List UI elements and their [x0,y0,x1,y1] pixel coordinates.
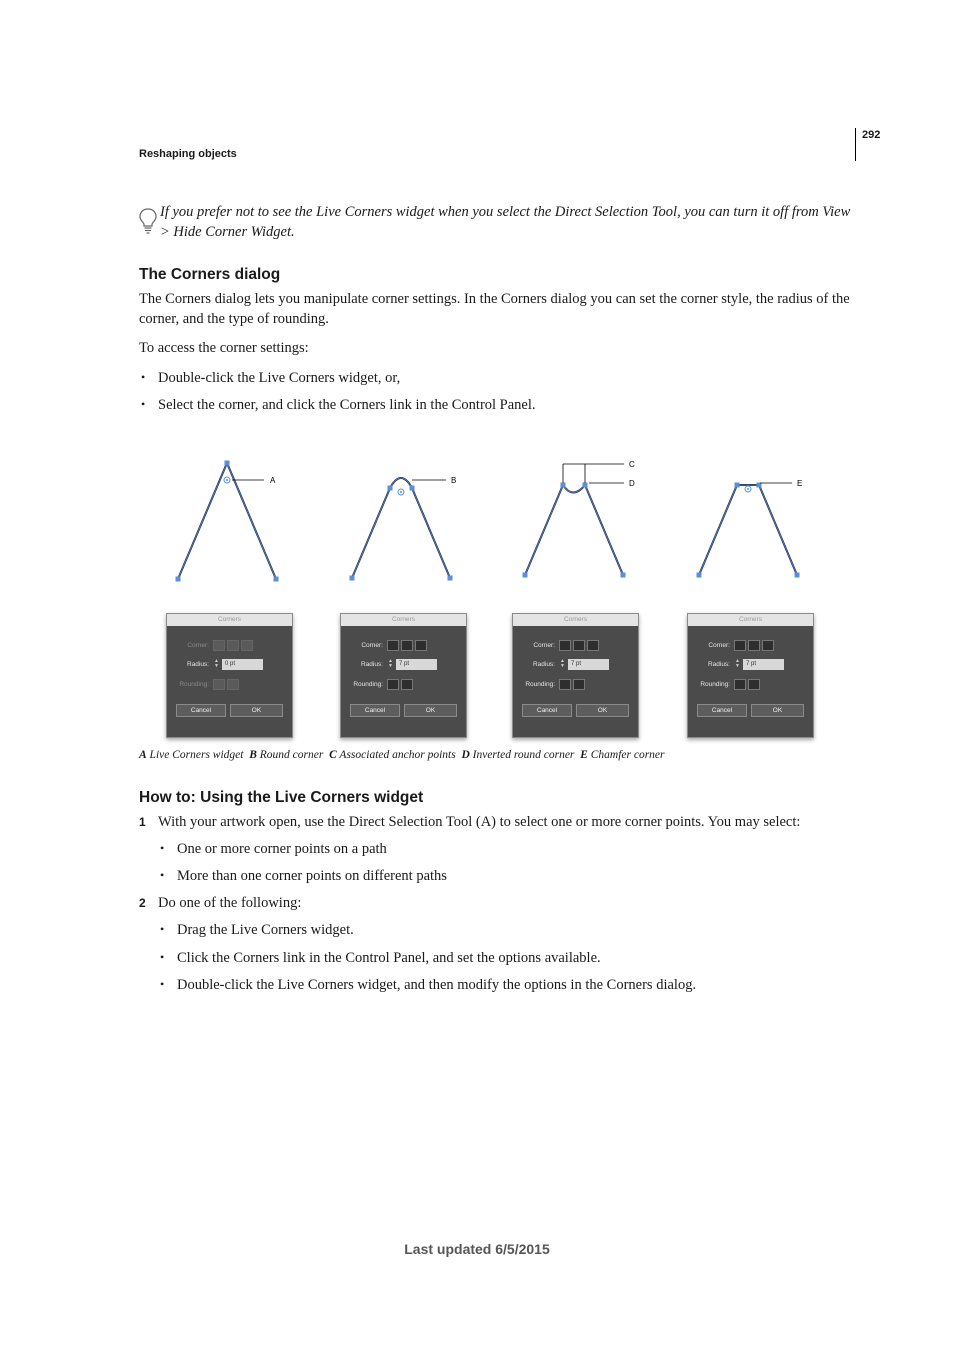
running-head: Reshaping objects [139,148,237,160]
caption-letter: A [139,749,147,761]
callout-label: E [797,479,803,488]
ok-button[interactable]: OK [751,704,804,717]
cancel-button[interactable]: Cancel [522,704,572,717]
callout-label: B [451,476,457,485]
corner-style-inverted-button[interactable] [748,640,760,651]
dialog-title: Corners [688,614,813,626]
caption-text: Live Corners widget [149,749,244,761]
ok-button[interactable]: OK [576,704,629,717]
caption-text: Associated anchor points [339,749,456,761]
corner-label: Corner: [708,642,730,649]
radius-label: Radius: [360,661,383,668]
rounding-label: Rounding: [353,681,383,688]
radius-field[interactable]: 7 pt [396,659,437,670]
bullet-marker: • [141,397,146,411]
ok-button[interactable]: OK [230,704,283,717]
list-item: One or more corner points on a path [177,841,387,857]
rounding-relative-button[interactable] [387,679,399,690]
rounding-relative-button[interactable] [734,679,746,690]
bullet-marker: • [160,841,165,855]
corner-style-chamfer-button[interactable] [241,640,253,651]
radius-field[interactable]: 7 pt [568,659,609,670]
dialog-title: Corners [341,614,466,626]
section-heading-live-corners: How to: Using the Live Corners widget [139,789,424,806]
corners-dialog-inverted [512,613,639,738]
radius-field[interactable]: 7 pt [743,659,784,670]
bullet-marker: • [141,370,146,384]
lightbulb-icon [138,207,158,240]
access-intro: To access the corner settings: [139,340,309,356]
anchor-point [583,483,588,488]
page-number: 292 [862,129,881,141]
rounding-absolute-button[interactable] [401,679,413,690]
anchor-point [523,573,528,578]
cancel-button[interactable]: Cancel [176,704,226,717]
rounding-label: Rounding: [179,681,209,688]
list-item: Select the corner, and click the Corners link in the Control Panel. [158,397,536,413]
anchor-point [621,573,626,578]
path-chamfer-corner [699,485,797,575]
radius-stepper[interactable]: ▲ ▼ [214,658,219,669]
corner-label: Corner: [187,642,209,649]
section-paragraph: The Corners dialog lets you manipulate corner settings. In the Corners dialog you can set the corner style, the radius of the corner, and the type of rounding. [139,291,850,327]
list-item: Drag the Live Corners widget. [177,922,354,938]
figure-caption [139,749,665,761]
corner-style-inverted-button[interactable] [573,640,585,651]
corner-style-round-button[interactable] [559,640,571,651]
caption-letter: C [329,749,337,761]
ok-button[interactable]: OK [404,704,457,717]
anchor-point [225,461,230,466]
radius-label: Radius: [186,661,209,668]
corner-style-round-button[interactable] [734,640,746,651]
corners-dialog-round [340,613,467,738]
corner-style-chamfer-button[interactable] [587,640,599,651]
corner-paths-figure [0,450,954,590]
corners-dialog-chamfer [687,613,814,738]
anchor-point [735,483,740,488]
step-number: 1 [139,815,146,829]
radius-stepper[interactable]: ▲ ▼ [560,658,565,669]
step-text: With your artwork open, use the Direct Selection Tool (A) to select one or more corner points. You may select: [158,814,801,830]
corner-style-round-button[interactable] [213,640,225,651]
rounding-absolute-button[interactable] [227,679,239,690]
bullet-marker: • [160,868,165,882]
radius-field[interactable]: 0 pt [222,659,263,670]
tip-text: If you prefer not to see the Live Corners widget when you select the Direct Selection Tool, you can turn it off from View > Hide Corner Widget. [160,204,851,240]
cancel-button[interactable]: Cancel [350,704,400,717]
list-item: More than one corner points on different paths [177,868,447,884]
corner-label: Corner: [533,642,555,649]
corner-style-inverted-button[interactable] [227,640,239,651]
callout-label: C [629,460,635,469]
rounding-relative-button[interactable] [559,679,571,690]
list-item: Double-click the Live Corners widget, and then modify the options in the Corners dialog. [177,977,697,993]
rounding-relative-button[interactable] [213,679,225,690]
caption-letter: B [249,749,257,761]
anchor-point [697,573,702,578]
anchor-point [388,486,393,491]
corner-style-chamfer-button[interactable] [762,640,774,651]
caption-text: Inverted round corner [472,749,575,761]
corners-dialog-sharp [166,613,293,738]
rounding-label: Rounding: [525,681,555,688]
anchor-point [795,573,800,578]
anchor-point [410,486,415,491]
corner-style-chamfer-button[interactable] [415,640,427,651]
caption-text: Chamfer corner [590,749,665,761]
radius-label: Radius: [532,661,555,668]
list-item: Double-click the Live Corners widget, or, [158,370,401,386]
header-rule [855,128,856,161]
corner-label: Corner: [361,642,383,649]
caption-text: Round corner [259,749,324,761]
bullet-marker: • [160,922,165,936]
rounding-absolute-button[interactable] [748,679,760,690]
radius-stepper[interactable]: ▲ ▼ [388,658,393,669]
bullet-marker: • [160,950,165,964]
dialog-title: Corners [167,614,292,626]
corner-style-inverted-button[interactable] [401,640,413,651]
caption-letter: E [580,749,588,761]
anchor-point [561,483,566,488]
list-item: Click the Corners link in the Control Panel, and set the options available. [177,950,601,966]
step-number: 2 [139,896,146,910]
step-text: Do one of the following: [158,895,302,911]
callout-label: A [270,476,276,485]
cancel-button[interactable]: Cancel [697,704,747,717]
rounding-absolute-button[interactable] [573,679,585,690]
radius-stepper[interactable]: ▲ ▼ [735,658,740,669]
corner-style-round-button[interactable] [387,640,399,651]
bullet-marker: • [160,977,165,991]
anchor-point [274,577,279,582]
radius-label: Radius: [707,661,730,668]
caption-letter: D [461,749,470,761]
anchor-point [350,576,355,581]
dialog-title: Corners [513,614,638,626]
section-heading-corners-dialog: The Corners dialog [139,266,281,283]
path-inverted-round-corner [525,485,623,575]
rounding-label: Rounding: [700,681,730,688]
last-updated: Last updated 6/5/2015 [404,1241,550,1257]
anchor-point [448,576,453,581]
anchor-point [176,577,181,582]
callout-label: D [629,479,635,488]
